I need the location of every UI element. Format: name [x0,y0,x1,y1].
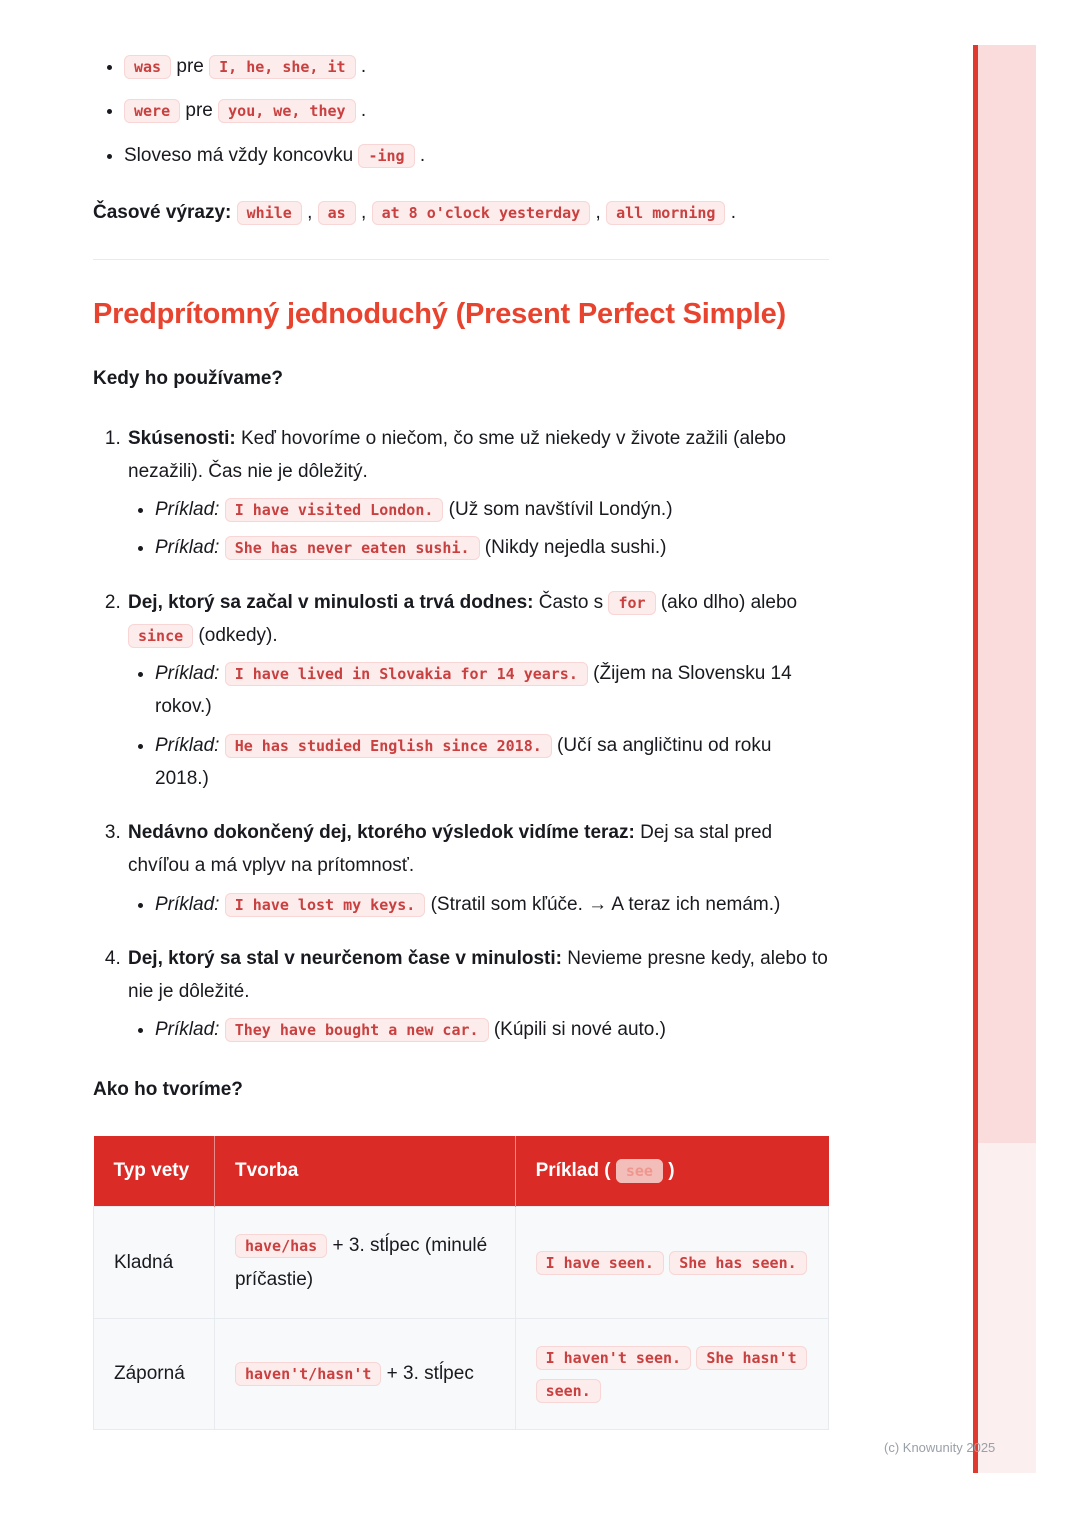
bold-text: Skúsenosti: [128,427,236,449]
rich-line: was pre I, he, she, it . [124,56,366,77]
page-edge-pink-strip-lower [978,1143,1036,1473]
page-edge-accent-line [973,45,978,1473]
form-question: Ako ho tvoríme? [93,1078,243,1100]
code-chip: haven't/hasn't [235,1362,381,1386]
example-item [155,657,829,724]
code-chip: since [128,624,193,648]
rich-line: Príklad: They have bought a new car. (Kúpili si nové auto.) [155,1019,666,1041]
list-item [124,94,829,127]
code-chip: at 8 o'clock yesterday [372,201,591,225]
list-item [124,139,829,172]
code-chip: for [608,591,655,615]
table-body [94,1207,829,1430]
usage-item-text: 1. Skúsenosti: Keď hovoríme o niečom, čo sme už niekedy v živote zažili (alebo nezažili). Čas nie je dôležitý. [128,427,786,482]
code-chip: have/has [235,1234,327,1258]
code-chip: He has studied English since 2018. [225,734,552,758]
code-chip: She has never eaten sushi. [225,536,480,560]
page-edge-pink-strip [978,45,1036,1143]
table-row [94,1318,829,1430]
code-chip: was [124,55,171,79]
usage-question: Kedy ho používame? [93,368,284,390]
table-header-tvorba: Tvorba [214,1136,515,1207]
bold-text: Dej, ktorý sa stal v neurčenom čase v minulosti: [128,947,562,969]
type-cell: Kladná [94,1207,215,1319]
usage-item [126,586,829,796]
usage-item-text: 2. Dej, ktorý sa začal v minulosti a trvá dodnes: Často s for (ako dlho) alebo since (odkedy). [128,591,798,646]
rich-line: Príklad ( see ) [535,1159,675,1181]
italic-text: Príklad: [155,893,225,915]
table-head [94,1136,829,1207]
type-cell: Záporná [94,1318,215,1430]
form-cell [214,1207,515,1319]
table-header-priklad [515,1136,828,1207]
example-item [155,729,829,796]
example-item [155,888,829,921]
example-cell [515,1318,828,1430]
rich-line: haven't/hasn't + 3. stĺpec [235,1363,474,1384]
italic-text: Príklad: [155,1019,225,1041]
italic-text: Príklad: [155,663,225,684]
italic-text: Príklad: [155,734,225,756]
copyright-footer: (c) Knowunity 2025 [884,1440,996,1455]
rich-line: were pre you, we, they . [124,100,366,121]
time-expressions [93,196,829,229]
italic-text: Príklad: [155,537,225,559]
rich-line: Časové výrazy: while , as , at 8 o'clock yesterday , all morning . [93,201,736,223]
usage-list [93,422,829,1047]
usage-item-text: 3. Nedávno dokončený dej, ktorého výsledok vidíme teraz: Dej sa stal pred chvíľou a má vplyv na prítomnosť. [128,822,773,877]
section-divider [93,259,829,260]
code-chip: I haven't seen. [536,1346,691,1370]
code-chip: I have seen. [536,1251,664,1275]
code-chip: They have bought a new car. [225,1018,489,1042]
rich-line: have/has + 3. stĺpec (minulé príčastie) [234,1235,488,1290]
code-chip: I have visited London. [225,498,444,522]
rich-line [536,1347,807,1401]
table-header-typ-vety: Typ vety [94,1136,215,1207]
example-item [155,531,829,564]
usage-item [126,422,829,565]
rich-line: Príklad: I have visited London. (Už som navštívil Londýn.) [155,499,673,520]
example-cell [515,1207,828,1319]
form-cell [214,1318,515,1430]
table-row [94,1207,829,1319]
rich-line: Príklad: I have lived in Slovakia for 14 years. (Žijem na Slovensku 14 rokov.) [155,663,792,718]
usage-item [126,942,829,1047]
code-chip: all morning [606,201,725,225]
rich-line: Príklad: He has studied English since 2018. (Učí sa angličtinu od roku 2018.) [155,734,772,789]
code-chip: while [237,201,302,225]
code-chip: I have lost my keys. [225,893,426,917]
example-item [155,493,829,526]
example-item [155,1013,829,1046]
code-chip: -ing [358,144,414,168]
bold-text: Časové výrazy: [93,201,237,223]
conjugation-table [93,1136,829,1431]
document-content [93,50,829,1430]
rich-line: Príklad: I have lost my keys. (Stratil som kľúče. → A teraz ich nemám.) [155,893,781,915]
code-chip: see [616,1159,663,1183]
rich-line: Sloveso má vždy koncovku -ing . [124,144,426,166]
bold-text: Dej, ktorý sa začal v minulosti a trvá dodnes: [128,591,534,613]
rich-line: Príklad: She has never eaten sushi. (Nikdy nejedla sushi.) [155,537,667,559]
section-heading: Predprítomný jednoduchý (Present Perfect Simple) [93,298,786,330]
examples-list [128,1013,829,1046]
table-header-row [94,1136,829,1207]
code-chip: I have lived in Slovakia for 14 years. [225,662,588,686]
code-chip: as [318,201,356,225]
code-chip: She has seen. [669,1251,806,1275]
code-chip: I, he, she, it [209,55,355,79]
italic-text: Príklad: [155,499,225,520]
examples-list [128,657,829,795]
code-chip: you, we, they [218,99,355,123]
examples-list [128,493,829,565]
list-item [124,50,829,83]
bold-text: Nedávno dokončený dej, ktorého výsledok vidíme teraz: [128,822,635,843]
examples-list [128,888,829,921]
code-chip: She hasn't seen. [536,1346,807,1403]
past-continuous-notes-list [93,50,829,172]
usage-item [126,816,829,921]
code-chip: were [124,99,180,123]
rich-line [536,1252,807,1273]
usage-item-text: 4. Dej, ktorý sa stal v neurčenom čase v minulosti: Nevieme presne kedy, alebo to nie je dôležité. [128,947,828,1002]
